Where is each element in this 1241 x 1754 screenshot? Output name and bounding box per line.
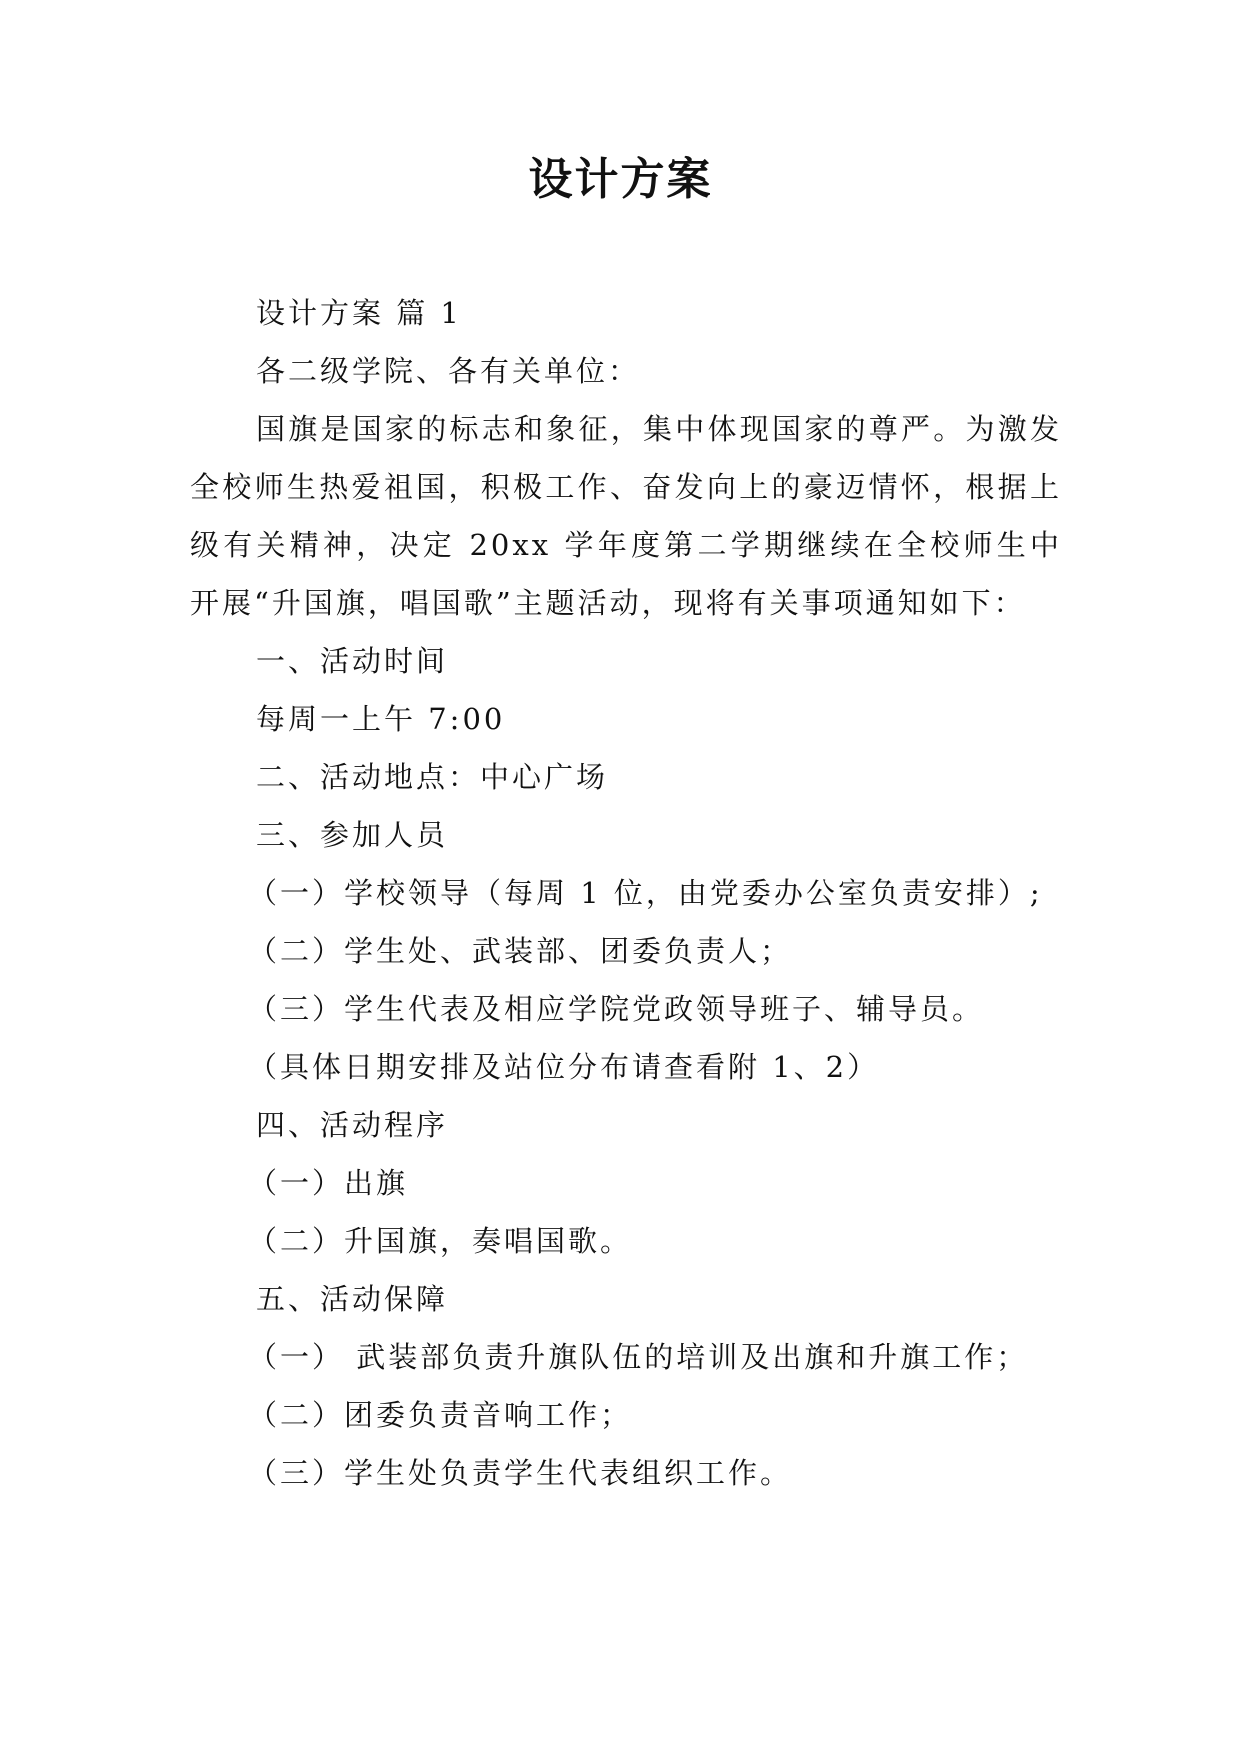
section4-item: （一）出旗 bbox=[248, 1166, 409, 1200]
section3-item: （二）学生处、武装部、团委负责人； bbox=[248, 934, 793, 968]
intro-paragraph: 国旗是国家的标志和象征，集中体现国家的尊严。为激发全校师生热爱祖国，积极工作、奋发向上的豪迈情怀，根据上级有关精神，决定 20xx 学年度第二学期继续在全校师生中开展“升国旗，唱国歌”主题活动，现将有关事项通知如下： bbox=[190, 412, 1062, 620]
section5-item: （三）学生处负责学生代表组织工作。 bbox=[248, 1456, 793, 1490]
section-heading: 设计方案 篇 1 bbox=[256, 296, 462, 330]
section3-item: （三）学生代表及相应学院党政领导班子、辅导员。 bbox=[248, 992, 985, 1026]
section5-title: 五、活动保障 bbox=[256, 1282, 449, 1316]
section2-title: 二、活动地点：中心广场 bbox=[256, 760, 609, 794]
document-body bbox=[190, 284, 1062, 1502]
section1-title: 一、活动时间 bbox=[256, 644, 449, 678]
section5-item: （二）团委负责音响工作； bbox=[248, 1398, 633, 1432]
section5-item: （一） 武装部负责升旗队伍的培训及出旗和升旗工作； bbox=[248, 1340, 1029, 1374]
salutation: 各二级学院、各有关单位： bbox=[256, 354, 641, 388]
section4-item: （二）升国旗，奏唱国歌。 bbox=[248, 1224, 633, 1258]
section3-note: （具体日期安排及站位分布请查看附 1、2） bbox=[248, 1050, 880, 1084]
section1-body: 每周一上午 7:00 bbox=[256, 702, 506, 736]
section4-title: 四、活动程序 bbox=[256, 1108, 449, 1142]
section3-title: 三、参加人员 bbox=[256, 818, 449, 852]
section3-item: （一）学校领导（每周 1 位，由党委办公室负责安排）; bbox=[248, 876, 1043, 910]
document-title: 设计方案 bbox=[528, 154, 713, 205]
